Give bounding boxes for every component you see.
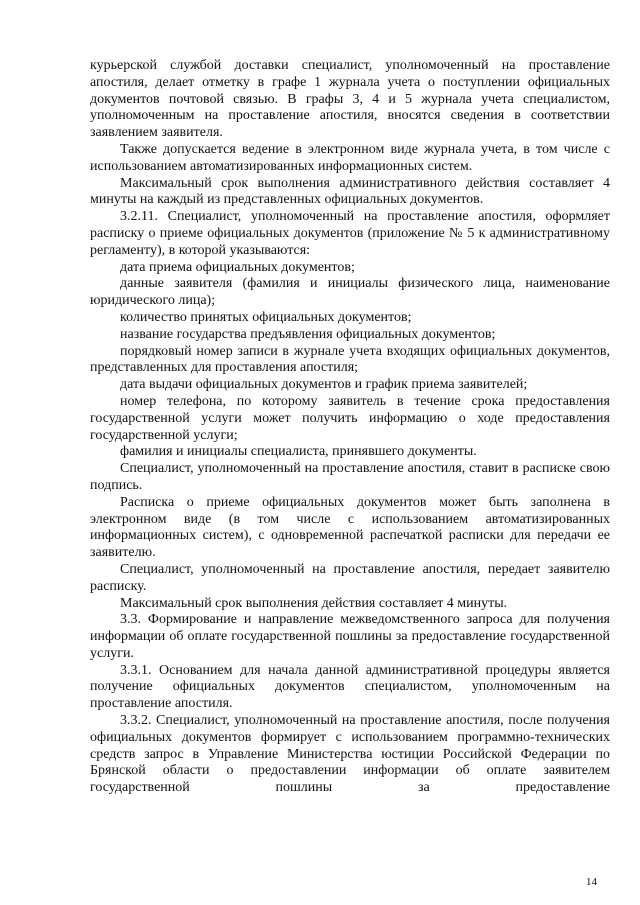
list-item: данные заявителя (фамилия и инициалы физического лица, наименование юридического лица); (90, 276, 610, 309)
list-item: количество принятых официальных документов; (120, 309, 412, 325)
page-number: 14 (586, 876, 597, 888)
document-body (90, 58, 610, 797)
paragraph: Специалист, уполномоченный на проставление апостиля, передает заявителю расписку. (90, 561, 610, 594)
list-item: фамилия и инициалы специалиста, принявшего документы. (120, 444, 477, 460)
paragraph-3-2-11: 3.2.11. Специалист, уполномоченный на проставление апостиля, оформляет расписку о приеме официальных документов (приложение № 5 к административному регламенту), в которой указываются: (90, 209, 610, 258)
paragraph-3-3-1: 3.3.1. Основанием для начала данной административной процедуры является получение официальных документов специалистом, уполномоченным на проставление апостиля. (90, 662, 610, 712)
paragraph: Специалист, уполномоченный на проставление апостиля, ставит в расписке свою подпись. (90, 461, 610, 493)
paragraph-3-3-2: 3.3.2. Специалист, уполномоченный на проставление апостиля, после получения официальных документов формирует с использованием программно-технических средств запрос в Управление Министерства юстиции Российской Федерации по Брянской области о предоставлении информации об оплате заявителем государственной пошлины за предоставление (90, 713, 610, 796)
paragraph: Также допускается ведение в электронном виде журнала учета, в том числе с использованием автоматизированных информационных систем. (90, 141, 610, 174)
list-item: дата выдачи официальных документов и график приема заявителей; (120, 377, 528, 393)
section-heading-3-3: 3.3. Формирование и направление межведомственного запроса для получения информации об оплате государственной пошлины за предоставление государственной услуги. (90, 612, 610, 661)
list-item: дата приема официальных документов; (120, 259, 355, 275)
list-item: номер телефона, по которому заявитель в течение срока предоставления государственной услуги может получить информацию о ходе предоставления государственной услуги; (90, 393, 610, 443)
paragraph-continuation: курьерской службой доставки специалист, уполномоченный на проставление апостиля, делает отметку в графе 1 журнала учета о поступлении официальных документов почтовой связью. В графы 3, 4 и 5 журнала учета специалистом, уполномоченным на проставление апостиля, вносятся сведения в соответствии заявлением заявителя. (90, 58, 610, 141)
list-item: название государства предъявления официальных документов; (120, 326, 496, 342)
paragraph: Расписка о приеме официальных документов может быть заполнена в электронном виде (в том числе с использованием автоматизированных информационных систем), с одновременной распечаткой расписки для передачи ее заявителю. (90, 494, 610, 561)
list-item: порядковый номер записи в журнале учета входящих официальных документов, представленных для проставления апостиля; (90, 343, 610, 376)
paragraph: Максимальный срок выполнения административного действия составляет 4 минуты на каждый из представленных официальных документов. (90, 175, 610, 208)
paragraph: Максимальный срок выполнения действия составляет 4 минуты. (120, 595, 508, 611)
